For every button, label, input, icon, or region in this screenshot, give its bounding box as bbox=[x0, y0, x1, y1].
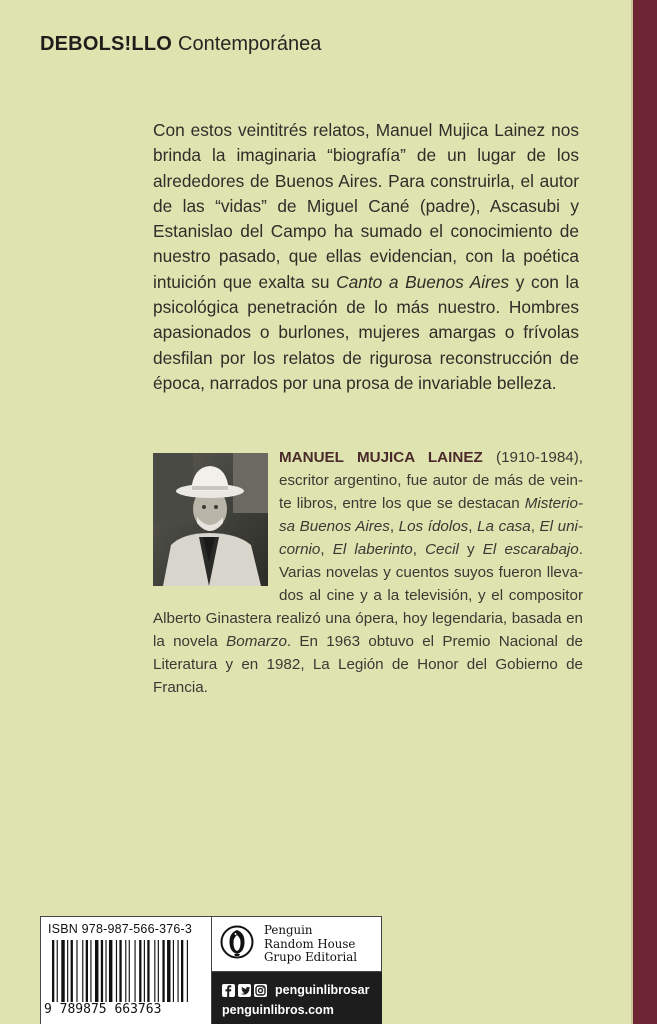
barcode-bar bbox=[139, 940, 141, 1002]
separator: y bbox=[458, 541, 483, 558]
bio-text-3: . En 1963 obtuvo el Premio Nacional de Literatura y en 1982, La Legión de Honor del Gobierno de Francia. bbox=[153, 633, 583, 696]
publisher-brand: DEBOLS!LLO bbox=[40, 33, 172, 55]
barcode-bar bbox=[147, 940, 149, 1002]
barcode-bar bbox=[86, 940, 88, 1002]
barcode-bar bbox=[158, 940, 159, 1002]
instagram-icon bbox=[254, 984, 267, 997]
separator: , bbox=[320, 541, 333, 558]
book-title: El laberinto bbox=[332, 541, 413, 558]
barcode-bar bbox=[105, 940, 106, 1002]
barcode-bar bbox=[101, 940, 103, 1002]
barcode-bar bbox=[52, 940, 54, 1002]
book-title: Bomarzo bbox=[226, 633, 287, 650]
barcode-bar bbox=[90, 940, 91, 1002]
social-row bbox=[222, 982, 369, 998]
barcode-bar bbox=[119, 940, 121, 1002]
book-title: El escarabajo bbox=[482, 541, 579, 558]
barcode-bar bbox=[116, 940, 117, 1002]
back-cover-blurb bbox=[153, 118, 579, 396]
barcode-bar bbox=[178, 940, 179, 1002]
blurb-italic-title: Canto a Buenos Aires bbox=[336, 271, 510, 292]
book-spine bbox=[633, 0, 657, 1024]
barcode-bar bbox=[173, 940, 174, 1002]
barcode-bar bbox=[181, 940, 183, 1002]
penguin-logo-icon bbox=[220, 925, 254, 959]
author-dates: (1910-1984), bbox=[482, 449, 583, 466]
separator: , bbox=[412, 541, 426, 558]
barcode-bar bbox=[154, 940, 155, 1002]
author-name: MANUEL MUJICA LAINEZ bbox=[279, 449, 483, 466]
barcode-bar bbox=[167, 940, 170, 1002]
barcode-bar bbox=[57, 940, 58, 1002]
barcode-bar bbox=[71, 940, 73, 1002]
isbn-label: ISBN 978-987-566-376-3 bbox=[48, 922, 193, 936]
photo-spacer bbox=[153, 446, 279, 588]
barcode-bar bbox=[82, 940, 83, 1002]
facebook-icon bbox=[222, 984, 235, 997]
book-title: La casa bbox=[477, 518, 531, 535]
barcode-bar bbox=[135, 940, 136, 1002]
barcode-bar bbox=[109, 940, 112, 1002]
series-header bbox=[40, 30, 321, 58]
publisher-line-1: Penguin bbox=[264, 923, 313, 937]
barcode-bar bbox=[129, 940, 130, 1002]
barcode-bar bbox=[61, 940, 64, 1002]
barcode-bar bbox=[162, 940, 164, 1002]
barcode-image bbox=[52, 940, 200, 1002]
author-bio bbox=[153, 446, 583, 699]
barcode-bar bbox=[95, 940, 98, 1002]
book-title: Los ídolos bbox=[398, 518, 469, 535]
blurb-text-2: y con la psicológica penetración de lo más nuestro. Hombres apasionados o burlones, mujeres amargas o frívolas desfilan por los relatos de rigurosa reconstrucción de época, narrados por una prosa de invariable belleza. bbox=[153, 271, 580, 393]
blurb-text-1: Con estos veintitrés relatos, Manuel Mujica Lainez nos brinda la imaginaria “biografía” de un lugar de los alrededores de Buenos Aires. Para construirla, el autor de las “vidas” de Miguel Cané (padre), Ascasubi y Estanislao del Campo ha sumado el conocimiento de nuestro pasado, que ellas evidencian, con la poética intuición que exalta su bbox=[153, 120, 579, 292]
publisher-name bbox=[264, 924, 380, 965]
barcode-bar bbox=[144, 940, 145, 1002]
barcode-bar bbox=[187, 940, 188, 1002]
website-link: penguinlibros.com bbox=[222, 1003, 334, 1017]
twitter-icon bbox=[238, 984, 251, 997]
book-title: Cecil bbox=[425, 541, 459, 558]
bio-text-2: . Varias novelas y cuentos suyos fueron llevados al cine y a la televisión, y el compositor Alberto Ginastera realizó una ópera, hoy legendaria, basada en la novela bbox=[153, 541, 583, 650]
publisher-line-3: Grupo Editorial bbox=[264, 950, 358, 964]
book-title: El unicornio bbox=[279, 518, 583, 558]
bio-text-1: escritor argentino, fue autor de más de veinte libros, entre los que se destacan bbox=[279, 472, 583, 512]
separator: , bbox=[468, 518, 478, 535]
publisher-line-2: Random House bbox=[264, 936, 356, 951]
book-title: Misteriosa Buenos Aires bbox=[279, 495, 583, 535]
separator: , bbox=[389, 518, 399, 535]
collection-name: Contemporánea bbox=[178, 33, 322, 55]
barcode-numbers: 9 789875 663763 bbox=[44, 1002, 162, 1017]
social-handle: penguinlibrosar bbox=[275, 983, 370, 997]
separator: , bbox=[530, 518, 540, 535]
barcode-bar bbox=[125, 940, 126, 1002]
barcode-bar bbox=[76, 940, 77, 1002]
barcode-bar bbox=[67, 940, 68, 1002]
